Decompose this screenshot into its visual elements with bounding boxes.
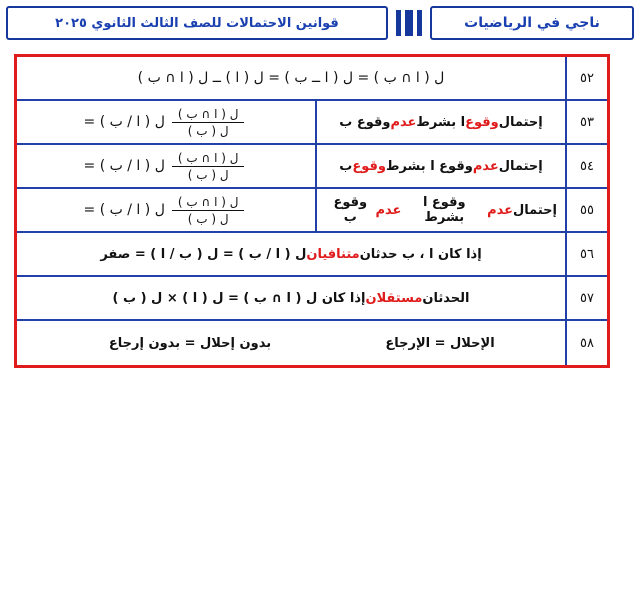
table-row bbox=[17, 145, 607, 189]
formula-lhs: ل ( ا / ب ) = bbox=[83, 202, 165, 218]
statement-part-1: الحدثان bbox=[422, 290, 470, 306]
fraction-numerator: ل ( ا ∩ ب ) bbox=[172, 107, 245, 123]
table-row bbox=[17, 189, 607, 233]
formula-text: ل ( ا ∩ ب ) = ل ( ا ــ ب ) = ل ( ا ) ــ ل ( ا ∩ ب ) bbox=[137, 70, 445, 86]
formula-expression bbox=[84, 151, 249, 182]
formula-cell bbox=[17, 101, 315, 143]
bar-segment-1 bbox=[396, 10, 401, 36]
description-cell bbox=[315, 145, 565, 187]
formula-cell bbox=[17, 233, 565, 275]
row-number: ٥٥ bbox=[565, 189, 607, 231]
row-body bbox=[17, 321, 565, 365]
desc-highlight-2: وقوع bbox=[352, 158, 386, 174]
document-header bbox=[0, 6, 640, 40]
desc-highlight-2: عدم bbox=[375, 202, 402, 218]
description-cell bbox=[315, 189, 565, 231]
fraction-denominator: ل ( ب ) bbox=[187, 123, 229, 138]
formula-lhs: ل ( ا / ب ) = bbox=[83, 158, 165, 174]
row-number: ٥٦ bbox=[565, 233, 607, 275]
table-row bbox=[17, 277, 607, 321]
desc-part-3: وقوع ب bbox=[333, 195, 368, 225]
fraction-numerator: ل ( ا ∩ ب ) bbox=[172, 195, 245, 211]
row-body bbox=[17, 57, 565, 99]
statement-part-2: إذا كان ل ( ا ∩ ب ) = ل ( ا ) × ل ( ب ) bbox=[112, 290, 366, 306]
formula-cell bbox=[17, 189, 315, 231]
desc-part-1: إحتمال bbox=[512, 202, 557, 218]
desc-part-1: إحتمال bbox=[498, 114, 543, 130]
vertical-bars-separator-icon bbox=[396, 10, 422, 36]
formula-cell bbox=[17, 277, 565, 319]
row-number: ٥٢ bbox=[565, 57, 607, 99]
desc-part-3: وقوع ب bbox=[339, 114, 391, 130]
desc-part-1: إحتمال bbox=[498, 158, 543, 174]
row-body bbox=[17, 101, 565, 143]
bar-segment-2 bbox=[405, 10, 413, 36]
row-number: ٥٣ bbox=[565, 101, 607, 143]
bar-segment-3 bbox=[417, 10, 422, 36]
row-number: ٥٧ bbox=[565, 277, 607, 319]
desc-part-3: ب bbox=[339, 158, 353, 174]
formula-cell bbox=[17, 57, 565, 99]
equivalence-right: الإحلال = الإرجاع bbox=[385, 335, 495, 351]
row-number: ٥٤ bbox=[565, 145, 607, 187]
fraction bbox=[172, 195, 245, 226]
row-body bbox=[17, 189, 565, 231]
description-cell bbox=[315, 101, 565, 143]
row-number: ٥٨ bbox=[565, 321, 607, 365]
fraction-numerator: ل ( ا ∩ ب ) bbox=[172, 151, 245, 167]
desc-part-2: وقوع ا بشرط bbox=[422, 195, 466, 225]
row-body bbox=[17, 233, 565, 275]
formula-lhs: ل ( ا / ب ) = bbox=[83, 114, 165, 130]
formula-expression bbox=[84, 107, 249, 138]
desc-highlight-1: عدم bbox=[487, 202, 513, 218]
page-title: قوانين الاحتمالات للصف الثالث الثانوي ٢٠٢٥ bbox=[55, 15, 339, 31]
brand-badge bbox=[430, 6, 634, 40]
laws-table bbox=[14, 54, 610, 368]
header-title-box bbox=[6, 6, 388, 40]
table-row bbox=[17, 57, 607, 101]
desc-part-2: وقوع ا بشرط bbox=[385, 158, 473, 174]
statement-part-1: إذا كان ا ، ب حدثان bbox=[359, 246, 482, 262]
brand-label: ناجي في الرياضيات bbox=[464, 15, 600, 31]
statement-highlight: متنافيان bbox=[306, 246, 360, 262]
table-row bbox=[17, 321, 607, 365]
formula-expression bbox=[84, 195, 249, 226]
table-row bbox=[17, 101, 607, 145]
desc-highlight-2: عدم bbox=[390, 114, 417, 130]
fraction bbox=[172, 107, 245, 138]
desc-highlight-1: وقوع bbox=[465, 114, 499, 130]
equivalence-left: بدون إحلال = بدون إرجاع bbox=[108, 335, 272, 351]
desc-part-2: ا بشرط bbox=[416, 114, 466, 130]
table-row bbox=[17, 233, 607, 277]
statement-highlight: مستقلان bbox=[365, 290, 423, 306]
statement-part-2: ل ( ا / ب ) = ل ( ب / ا ) = صفر bbox=[100, 246, 307, 262]
fraction bbox=[172, 151, 245, 182]
row-body bbox=[17, 277, 565, 319]
desc-highlight-1: عدم bbox=[472, 158, 499, 174]
fraction-denominator: ل ( ب ) bbox=[187, 211, 229, 226]
row-body bbox=[17, 145, 565, 187]
fraction-denominator: ل ( ب ) bbox=[187, 167, 229, 182]
formula-cell bbox=[17, 145, 315, 187]
